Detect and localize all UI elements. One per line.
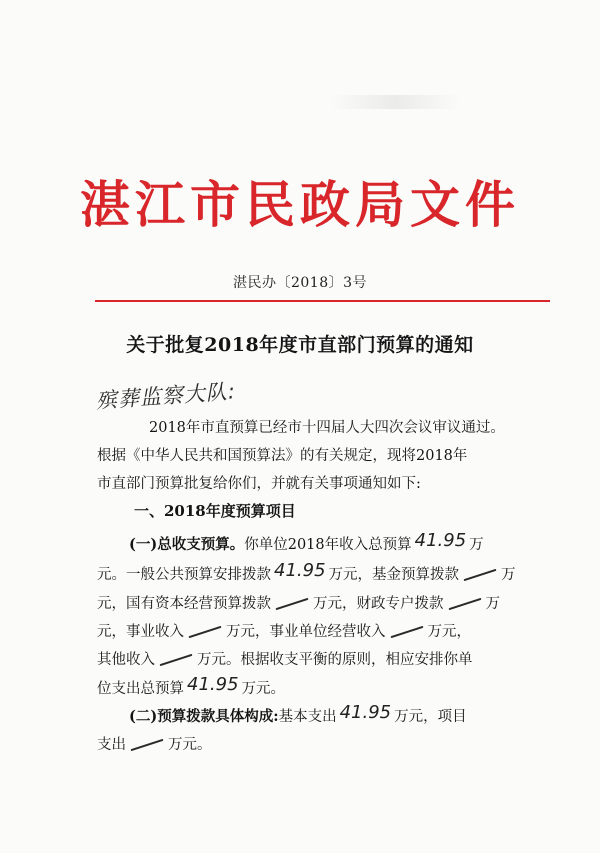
red-divider-line xyxy=(95,300,550,302)
intro-line-1: 2018年市直预算已经市十四届人大四次会议审议通过。 xyxy=(149,420,505,436)
handwritten-dash xyxy=(275,599,309,609)
handwritten-dash xyxy=(390,627,424,637)
subsection-label-1: (一)总收支预算。 xyxy=(129,536,245,553)
text: 万 xyxy=(501,567,516,583)
text: 基本支出 xyxy=(278,709,337,725)
text: 位支出总预算 xyxy=(97,681,184,697)
section-heading: 一、2018年度预算项目 xyxy=(134,502,296,520)
issuer-header: 湛江市民政局文件 xyxy=(80,175,520,234)
handwritten-dash xyxy=(463,570,497,580)
text: 支出 xyxy=(97,737,126,753)
budget-line-2 xyxy=(97,560,516,589)
text: 你单位2018年收入总预算 xyxy=(244,537,412,553)
text: 万 xyxy=(485,596,500,612)
handwritten-basic-expenditure: 41.95 xyxy=(339,702,392,723)
handwritten-dash xyxy=(159,655,193,665)
handwritten-dash xyxy=(448,599,482,609)
text: 万元， xyxy=(427,624,471,640)
text: 元，事业收入 xyxy=(97,624,184,640)
text: 万 xyxy=(469,537,484,553)
subsection-label-2: (二)预算拨款具体构成: xyxy=(129,708,279,725)
scan-artifact xyxy=(330,95,460,109)
budget-line-7 xyxy=(129,702,467,731)
notice-title: 关于批复2018年度市直部门预算的通知 xyxy=(126,334,474,356)
budget-line-1 xyxy=(129,530,484,559)
handwritten-dash xyxy=(188,627,222,637)
budget-line-8 xyxy=(97,731,212,759)
text: 万元，事业单位经营收入 xyxy=(226,624,386,640)
text: 元，国有资本经营预算拨款 xyxy=(97,596,271,612)
text: 万元，项目 xyxy=(394,709,467,725)
intro-line-2: 根据《中华人民共和国预算法》的有关规定，现将2018年 xyxy=(97,448,468,464)
handwritten-total-expenditure: 41.95 xyxy=(187,674,239,695)
handwritten-dash xyxy=(130,740,164,750)
text: 元。一般公共预算安排拨款 xyxy=(97,567,271,583)
handwritten-total-income: 41.95 xyxy=(414,530,467,551)
handwritten-general-budget: 41.95 xyxy=(274,560,326,581)
budget-line-4 xyxy=(97,618,471,646)
budget-line-6 xyxy=(97,674,285,703)
text: 万元。 xyxy=(168,737,212,753)
handwritten-recipient: 殡葬监察大队: xyxy=(95,379,237,413)
budget-line-3 xyxy=(97,590,500,618)
text: 万元。 xyxy=(241,681,286,697)
budget-line-5 xyxy=(97,646,473,674)
text: 万元。根据收支平衡的原则，相应安排你单 xyxy=(197,652,473,668)
intro-line-3: 市直部门预算批复给你们，并就有关事项通知如下: xyxy=(97,476,421,492)
text: 万元，财政专户拨款 xyxy=(313,596,444,612)
text: 万元，基金预算拨款 xyxy=(328,567,460,583)
document-number: 湛民办〔2018〕3号 xyxy=(232,275,368,291)
text: 其他收入 xyxy=(97,652,155,668)
